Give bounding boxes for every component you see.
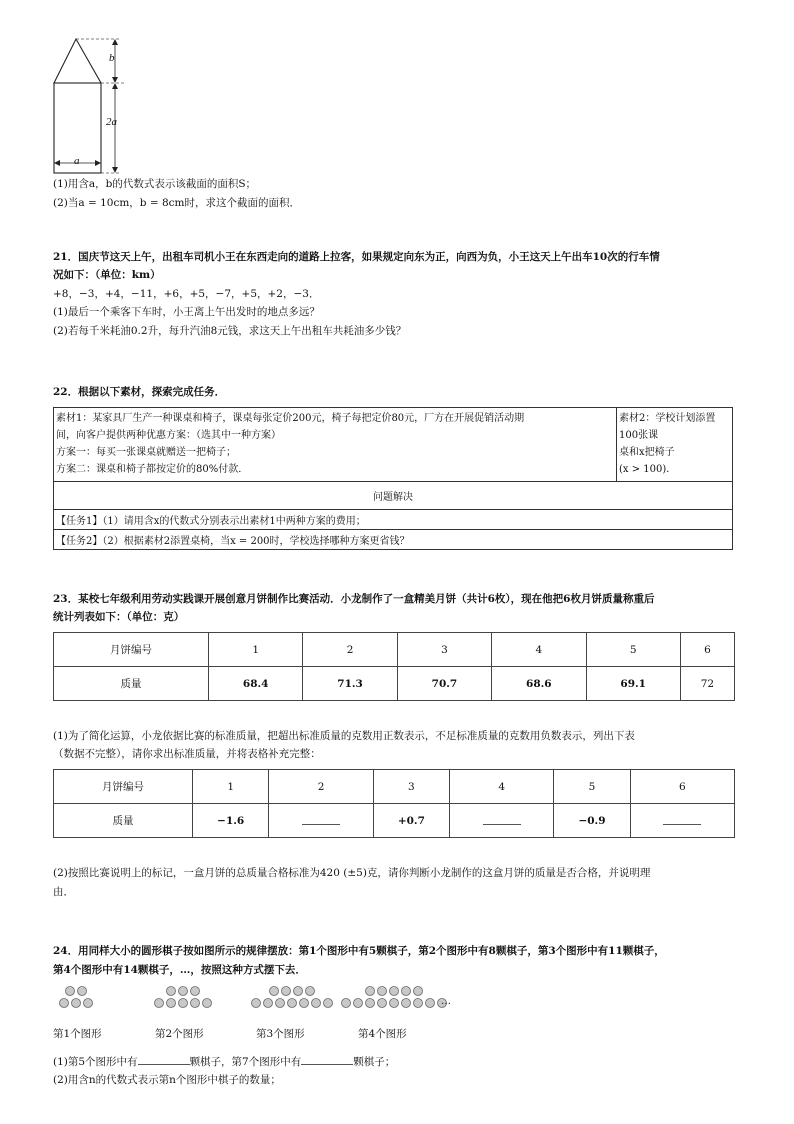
caption-2: 第2个图形 <box>155 1028 204 1040</box>
q24-part1-a: (1)第5个图形中有 <box>53 1056 138 1068</box>
q20-part2: (2)当a = 10cm，b = 8cm时，求这个截面的面积． <box>53 197 301 209</box>
answer-blank-7th[interactable] <box>301 1054 353 1065</box>
label-b: b <box>109 52 115 64</box>
table2-id: 5 <box>554 770 630 804</box>
table1-value: 71.3 <box>303 667 397 701</box>
mooncake-weight-table <box>53 632 735 701</box>
answer-blank-5th[interactable] <box>138 1054 190 1065</box>
q21-line2: 况如下：（单位：km） <box>53 269 161 281</box>
material2-line2: 100张课 <box>619 430 659 441</box>
q22-material-table <box>53 407 733 550</box>
pattern-figures <box>53 983 473 1028</box>
caption-4: 第4个图形 <box>358 1028 407 1040</box>
label-2a: 2a <box>106 116 117 128</box>
table1-header: 月饼编号 <box>54 633 209 667</box>
material2-line4: (x > 100)． <box>619 464 677 475</box>
q23-part2-line2: 由． <box>53 886 74 898</box>
table2-row-label: 质量 <box>54 804 193 838</box>
table2-value: +0.7 <box>373 804 449 838</box>
pattern-4 <box>342 987 447 1008</box>
q23-part2-line1: (2)按照比赛说明上的标记，一盒月饼的总质量合格标准为420 (±5)克，请你判断小龙制作的这盒月饼的质量是否合格，并说明理 <box>53 867 651 879</box>
q23-line1: 23．某校七年级利用劳动实践课开展创意月饼制作比赛活动．小龙制作了一盒精美月饼（共计6枚），现在他把6枚月饼质量称重后 <box>53 593 655 605</box>
q24-part1-c: 颗棋子； <box>353 1056 396 1068</box>
pattern-2 <box>155 987 212 1008</box>
table1-value: 72 <box>680 667 734 701</box>
table2-id: 1 <box>193 770 269 804</box>
problem-solving-header: 问题解决 <box>54 482 733 510</box>
table2-id: 3 <box>373 770 449 804</box>
q21-line1: 21．国庆节这天上午，出租车司机小王在东西走向的道路上拉客，如果规定向东为正，向西为负，小王这天上午出车10次的行车情 <box>53 251 660 263</box>
q23-line2: 统计列表如下：（单位：克） <box>53 611 185 623</box>
table2-header: 月饼编号 <box>54 770 193 804</box>
q23-part1-line1: (1)为了简化运算，小龙依据比赛的标准质量，把超出标准质量的克数用正数表示，不足标准质量的克数用负数表示，列出下表 <box>53 730 635 742</box>
q23-part1-line2: （数据不完整），请你求出标准质量，并将表格补充完整： <box>53 748 321 760</box>
q24-part1 <box>53 1054 395 1069</box>
q24-line2: 第4个图形中有14颗棋子，…，按照这种方式摆下去． <box>53 964 306 976</box>
cross-section-figure <box>45 35 155 180</box>
table2-blank[interactable] <box>269 804 373 838</box>
caption-3: 第3个图形 <box>256 1028 305 1040</box>
material1-line1: 素材1：某家具厂生产一种课桌和椅子，课桌每张定价200元，椅子每把定价80元，厂方在开展促销活动期 <box>56 413 525 424</box>
material2-line3: 桌和x把椅子 <box>619 447 675 458</box>
table1-id: 5 <box>586 633 680 667</box>
mooncake-diff-table <box>53 769 735 838</box>
task2: 【任务2】（2）根据素材2添置桌椅，当x = 200时，学校选择哪种方案更省钱？ <box>54 530 733 550</box>
label-a: a <box>74 155 80 167</box>
q21-data: +8，−3，+4，−11，+6，+5，−7，+5，+2，−3． <box>53 288 320 300</box>
table1-id: 2 <box>303 633 397 667</box>
table2-blank[interactable] <box>450 804 554 838</box>
material1-line2: 间，向客户提供两种优惠方案：（选其中一种方案） <box>56 430 281 441</box>
pattern-3 <box>252 987 333 1008</box>
material1-line4: 方案二：课桌和椅子都按定价的80%付款． <box>56 464 249 475</box>
material2-line1: 素材2：学校计划添置 <box>619 413 716 424</box>
q22-intro: 22．根据以下素材，探索完成任务． <box>53 386 226 398</box>
table1-id: 4 <box>492 633 586 667</box>
table2-value: −1.6 <box>193 804 269 838</box>
table2-id: 4 <box>450 770 554 804</box>
material1-line3: 方案一：每买一张课桌就赠送一把椅子； <box>56 447 236 458</box>
table1-value: 70.7 <box>397 667 491 701</box>
table1-row-label: 质量 <box>54 667 209 701</box>
table1-id: 3 <box>397 633 491 667</box>
q24-part2: (2)用含n的代数式表示第n个图形中棋子的数量； <box>53 1074 281 1086</box>
q21-part1: (1)最后一个乘客下车时，小王离上午出发时的地点多远？ <box>53 306 320 318</box>
table1-value: 69.1 <box>586 667 680 701</box>
table2-blank[interactable] <box>630 804 734 838</box>
table1-id: 1 <box>209 633 303 667</box>
q24-line1: 24．用同样大小的圆形棋子按如图所示的规律摆放：第1个图形中有5颗棋子，第2个图形中有8颗棋子，第3个图形中有11颗棋子， <box>53 945 665 957</box>
q24-part1-b: 颗棋子，第7个图形中有 <box>189 1056 302 1068</box>
table2-id: 2 <box>269 770 373 804</box>
table1-id: 6 <box>680 633 734 667</box>
pattern-ellipsis: … <box>441 996 451 1007</box>
table1-value: 68.6 <box>492 667 586 701</box>
q20-part1: (1)用含a，b的代数式表示该截面的面积S； <box>53 178 257 190</box>
table2-value: −0.9 <box>554 804 630 838</box>
caption-1: 第1个图形 <box>53 1028 102 1040</box>
q21-part2: (2)若每千米耗油0.2升，每升汽油8元钱，求这天上午出租车共耗油多少钱？ <box>53 325 407 337</box>
task1: 【任务1】（1）请用含x的代数式分别表示出素材1中两种方案的费用； <box>54 510 733 530</box>
table1-value: 68.4 <box>209 667 303 701</box>
pattern-1 <box>60 987 93 1008</box>
table2-id: 6 <box>630 770 734 804</box>
